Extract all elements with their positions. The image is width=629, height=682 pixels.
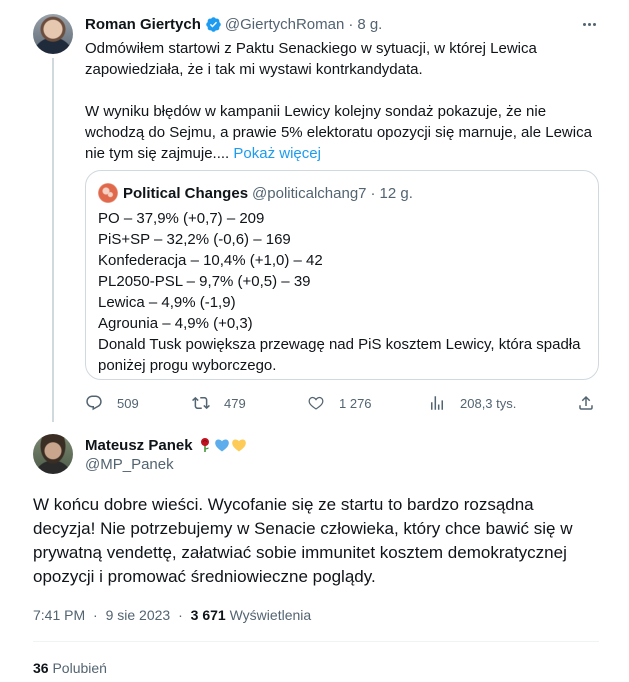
poll-line: PiS+SP – 32,2% (-0,6) – 169 — [98, 231, 291, 248]
reply-icon — [85, 394, 103, 412]
separator-dot: · — [93, 607, 98, 623]
show-more-link[interactable]: Pokaż więcej — [233, 145, 321, 162]
poll-line: Konfederacja – 10,4% (+1,0) – 42 — [98, 252, 323, 269]
poll-line: Lewica – 4,9% (-1,9) — [98, 294, 236, 311]
likes-link[interactable] — [33, 660, 107, 676]
tweet-time[interactable]: 7:41 PM — [33, 607, 86, 623]
like-button[interactable] — [307, 392, 372, 414]
separator-dot: · — [348, 15, 354, 33]
share-icon — [577, 394, 595, 412]
retweet-button[interactable] — [192, 392, 246, 414]
author-name[interactable]: Roman Giertych — [85, 15, 201, 33]
divider — [33, 641, 599, 642]
quoted-tweet-header — [98, 183, 413, 203]
quoted-tweet[interactable] — [85, 170, 599, 380]
rose-icon — [197, 437, 213, 453]
views-count: 208,3 tys. — [460, 395, 517, 411]
quoted-summary: Donald Tusk powiększa przewagę nad PiS kosztem Lewicy, która spadła poniżej progu wyborczego. — [98, 336, 581, 374]
retweet-icon — [192, 394, 210, 412]
like-count: 1 276 — [339, 395, 372, 411]
reply-count: 509 — [117, 395, 139, 411]
verified-badge-icon — [205, 16, 222, 33]
blue-heart-icon — [214, 437, 230, 453]
tweet-text: W końcu dobre wieści. Wycofanie się ze startu to bardzo rozsądna decyzja! Nie potrzebujemy w Senacie człowieka, który chce bawić się w prywatną vendettę, załatwiać sobie immunitet kosztem demokratycznej opozycji i promować średniowieczne poglądy. — [33, 495, 573, 586]
thread-line — [52, 58, 54, 422]
reply-button[interactable] — [85, 392, 139, 414]
more-options-icon[interactable] — [579, 14, 599, 34]
tweet-header — [85, 14, 599, 34]
author-handle[interactable]: @MP_Panek — [85, 456, 174, 473]
avatar[interactable] — [33, 14, 73, 54]
quoted-author-name: Political Changes — [123, 184, 249, 202]
tweet-paragraph-2-text: W wyniku błędów w kampanii Lewicy kolejny sondaż pokazuje, że nie wchodzą do Sejmu, a prawie 5% elektoratu opozycji się marnuje, ale Lewica nie tym się zajmuje.... — [85, 103, 592, 162]
separator-dot: · — [178, 607, 183, 623]
likes-label: Polubień — [52, 660, 107, 676]
yellow-heart-icon — [231, 437, 247, 453]
tweet-text — [85, 38, 605, 164]
tweet-paragraph-2 — [85, 101, 605, 164]
views-count: 3 671 — [190, 607, 226, 623]
share-button[interactable] — [577, 392, 595, 414]
poll-line: Agrounia – 4,9% (+0,3) — [98, 315, 253, 332]
heart-icon — [307, 394, 325, 412]
tweet-action-bar — [85, 392, 599, 414]
author-handle[interactable]: @GiertychRoman — [224, 15, 345, 33]
tweet-time[interactable]: 8 g. — [357, 15, 383, 33]
views-label: Wyświetlenia — [229, 607, 312, 623]
quoted-tweet-time: 12 g. — [379, 184, 413, 202]
tweet-meta — [33, 607, 311, 623]
tweet-paragraph-1: Odmówiłem startowi z Paktu Senackiego w sytuacji, w której Lewica zapowiedziała, że i tak mi wystawi kontrkandydata. — [85, 40, 537, 78]
avatar[interactable] — [33, 434, 73, 474]
poll-line: PL2050-PSL – 9,7% (+0,5) – 39 — [98, 273, 311, 290]
quoted-tweet-text — [98, 208, 588, 376]
separator-dot: · — [370, 184, 376, 202]
tweet-date[interactable]: 9 sie 2023 — [105, 607, 171, 623]
author-name[interactable]: Mateusz Panek — [85, 436, 193, 454]
views-chart-icon — [428, 394, 446, 412]
tweet-header — [85, 435, 247, 455]
retweet-count: 479 — [224, 395, 246, 411]
quoted-avatar — [98, 183, 118, 203]
quoted-author-handle: @politicalchang7 — [252, 184, 367, 202]
poll-line: PO – 37,9% (+0,7) – 209 — [98, 210, 265, 227]
views-button[interactable] — [428, 392, 516, 414]
likes-count: 36 — [33, 660, 49, 676]
